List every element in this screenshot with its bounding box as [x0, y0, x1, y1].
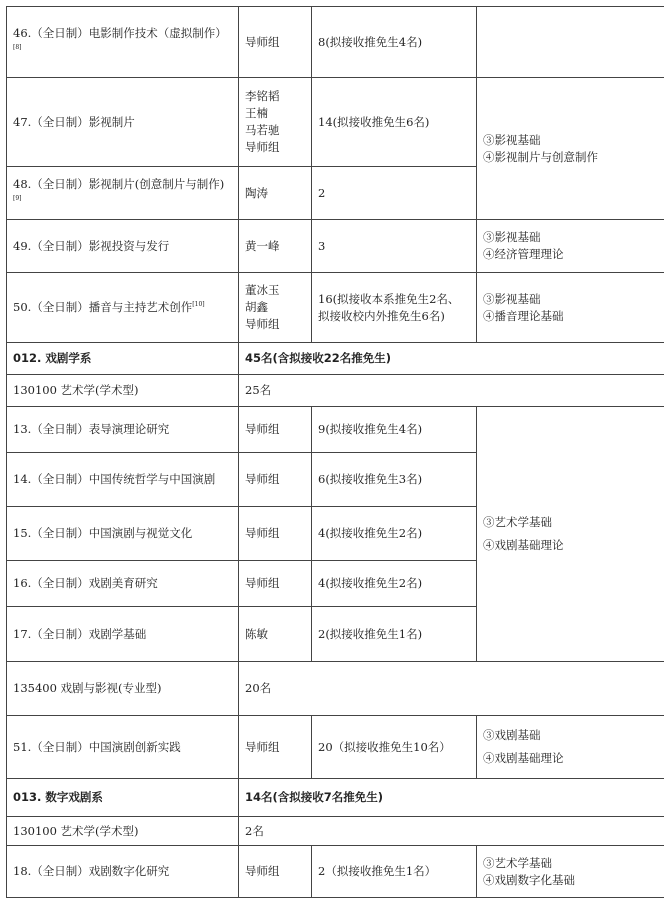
- table-row: [7, 716, 664, 779]
- exam-subject: ③影视基础: [483, 291, 541, 306]
- footnote-ref: [9]: [13, 195, 22, 203]
- quota: 2（拟接收推免生1名）: [312, 846, 477, 898]
- direction-name: 17.（全日制）戏剧学基础: [7, 607, 239, 662]
- tutor: 马若驰: [245, 123, 280, 137]
- major-quota: 20名: [239, 662, 664, 716]
- direction-name: 47.（全日制）影视制片: [7, 78, 239, 167]
- exam-subject: ④经济管理理论: [483, 247, 564, 261]
- major-code: 130100 艺术学(学术型): [7, 817, 239, 846]
- direction-name: 18.（全日制）戏剧数字化研究: [7, 846, 239, 898]
- tutor: 导师组: [245, 317, 280, 331]
- tutor: 导师组: [239, 407, 312, 453]
- table-row: [7, 407, 664, 453]
- direction-name: 48.（全日制）影视制片(创意制片与制作): [13, 177, 225, 191]
- tutor: 导师组: [239, 846, 312, 898]
- exam-subject: ③艺术学基础: [483, 855, 552, 870]
- tutor: 陈敏: [239, 607, 312, 662]
- quota: 4(拟接收推免生2名): [312, 561, 477, 607]
- tutor: 陶涛: [239, 167, 312, 220]
- tutor: 导师组: [239, 453, 312, 507]
- major-row: [7, 662, 664, 716]
- department-row: [7, 779, 664, 817]
- major-quota: 2名: [239, 817, 664, 846]
- exam-subject: ④戏剧基础理论: [483, 538, 564, 552]
- quota: 4(拟接收推免生2名): [312, 507, 477, 561]
- quota: 2: [312, 167, 477, 220]
- direction-name: 14.（全日制）中国传统哲学与中国演剧: [7, 453, 239, 507]
- direction-name: 15.（全日制）中国演剧与视觉文化: [7, 507, 239, 561]
- tutor: 董冰玉: [245, 283, 280, 297]
- major-row: [7, 375, 664, 407]
- exam-subject: ④影视制片与创意制作: [483, 149, 598, 164]
- exam-subject: ④播音理论基础: [483, 308, 564, 323]
- direction-name: 50.（全日制）播音与主持艺术创作: [13, 300, 193, 314]
- tutor: 导师组: [245, 140, 280, 154]
- major-code: 135400 戏剧与影视(专业型): [7, 662, 239, 716]
- major-row: [7, 817, 664, 846]
- department-name: 013. 数字戏剧系: [7, 779, 239, 817]
- exam-subject: ④戏剧数字化基础: [483, 872, 575, 887]
- quota: 3: [312, 220, 477, 273]
- enrollment-table: [6, 6, 664, 898]
- tutor: 王楠: [245, 106, 268, 120]
- major-quota: 25名: [239, 375, 664, 407]
- quota: 2(拟接收推免生1名): [312, 607, 477, 662]
- footnote-ref: [8]: [13, 44, 22, 52]
- direction-name: 51.（全日制）中国演剧创新实践: [7, 716, 239, 779]
- tutor: 胡鑫: [245, 300, 268, 314]
- footnote-ref: [10]: [192, 301, 205, 309]
- tutor: 导师组: [239, 7, 312, 78]
- exam-subject: ④戏剧基础理论: [483, 751, 564, 765]
- table-row: [7, 220, 664, 273]
- tutor: 导师组: [239, 561, 312, 607]
- table-row: [7, 7, 664, 78]
- department-name: 012. 戏剧学系: [7, 343, 239, 375]
- tutor: 李铭韬: [245, 89, 280, 103]
- direction-name: 16.（全日制）戏剧美育研究: [7, 561, 239, 607]
- tutor: 导师组: [239, 716, 312, 779]
- quota: 16(拟接收本系推免生2名、拟接收校内外推免生6名): [312, 273, 477, 343]
- table-row: [7, 78, 664, 167]
- exam-subject: ③影视基础: [483, 132, 541, 147]
- tutor: 导师组: [239, 507, 312, 561]
- table-row: [7, 846, 664, 898]
- major-code: 130100 艺术学(学术型): [7, 375, 239, 407]
- department-row: [7, 343, 664, 375]
- exam-subject: ③影视基础: [483, 230, 541, 244]
- exam-subject: ③艺术学基础: [483, 515, 552, 529]
- direction-name: 49.（全日制）影视投资与发行: [7, 220, 239, 273]
- direction-name: 13.（全日制）表导演理论研究: [7, 407, 239, 453]
- quota: 14(拟接收推免生6名): [312, 78, 477, 167]
- quota: 8(拟接收推免生4名): [312, 7, 477, 78]
- quota: 9(拟接收推免生4名): [312, 407, 477, 453]
- exam-subject: ③戏剧基础: [483, 728, 541, 742]
- department-total: 14名(含拟接收7名推免生): [239, 779, 664, 817]
- tutor: 黄一峰: [239, 220, 312, 273]
- direction-name: 46.（全日制）电影制作技术（虚拟制作）: [13, 26, 227, 40]
- quota: 6(拟接收推免生3名): [312, 453, 477, 507]
- quota: 20（拟接收推免生10名）: [312, 716, 477, 779]
- table-row: [7, 273, 664, 343]
- department-total: 45名(含拟接收22名推免生): [239, 343, 664, 375]
